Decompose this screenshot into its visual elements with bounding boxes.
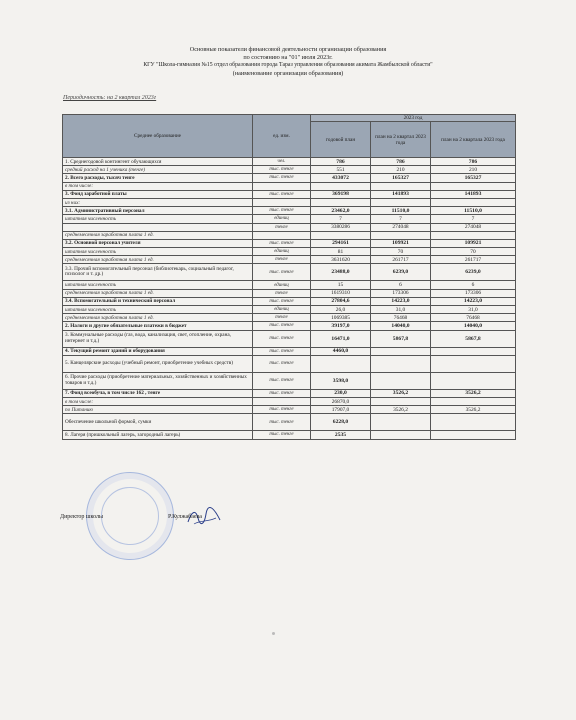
row-annual-plan: 3631620 xyxy=(311,256,371,264)
row-plan-q2: 6239,0 xyxy=(371,264,431,281)
table-row xyxy=(63,281,516,289)
row-plan-q2: 7 xyxy=(371,215,431,223)
table-row xyxy=(63,389,516,397)
row-plan-2q: 31,0 xyxy=(431,306,516,314)
row-plan-2q: 210 xyxy=(431,166,516,174)
doc-date-line: по состоянию на "01" июля 2023г. xyxy=(243,54,333,61)
table-row xyxy=(63,414,516,431)
table-row xyxy=(63,264,516,281)
table-row xyxy=(63,306,516,314)
row-annual-plan: 786 xyxy=(311,158,371,166)
row-unit: тыс. тенге xyxy=(253,190,311,198)
row-plan-q2: 3526,2 xyxy=(371,406,431,414)
row-plan-2q: 6239,0 xyxy=(431,264,516,281)
row-plan-q2 xyxy=(371,231,431,239)
row-label: 3.3. Прочий вспомогательный персонал (библиотекарь, социальный педагог, психолог и т. др.) xyxy=(63,264,253,281)
row-unit xyxy=(253,182,311,190)
row-plan-2q: 173306 xyxy=(431,289,516,297)
row-label: в том числе: xyxy=(63,182,253,190)
table-row xyxy=(63,397,516,405)
table-row xyxy=(63,231,516,239)
row-label: в том числе: xyxy=(63,397,253,405)
row-label: штатная численность xyxy=(63,248,253,256)
table-row xyxy=(63,182,516,190)
row-unit: тыс. тенге xyxy=(253,174,311,182)
row-annual-plan: 294161 xyxy=(311,239,371,247)
row-plan-2q: 786 xyxy=(431,158,516,166)
period-label: Периодичность: на 2 квартал 2023г xyxy=(63,95,157,101)
table-row xyxy=(63,215,516,223)
signature-title: Директор школы xyxy=(60,514,104,520)
row-annual-plan: 3598,0 xyxy=(311,372,371,389)
header-annual-plan: годовой план xyxy=(311,122,371,158)
row-label: среднемесячная заработная плата 1 ед. xyxy=(63,314,253,322)
row-annual-plan: 1069385 xyxy=(311,314,371,322)
row-label: 3.2. Основной персонал учителя xyxy=(63,239,253,247)
row-plan-q2: 31,0 xyxy=(371,306,431,314)
table-row xyxy=(63,355,516,372)
row-annual-plan: 17907,0 xyxy=(311,406,371,414)
row-annual-plan: 16471,0 xyxy=(311,330,371,347)
row-plan-q2 xyxy=(371,182,431,190)
header-name: Среднее образование xyxy=(63,115,253,158)
row-unit: тыс. тенге xyxy=(253,431,311,439)
row-plan-q2 xyxy=(371,414,431,431)
row-unit: единиц xyxy=(253,215,311,223)
row-unit xyxy=(253,198,311,206)
row-annual-plan: 369198 xyxy=(311,190,371,198)
row-plan-2q: 274048 xyxy=(431,223,516,231)
row-plan-2q: 141893 xyxy=(431,190,516,198)
row-plan-2q: 11510,0 xyxy=(431,207,516,215)
row-plan-2q: 3526,2 xyxy=(431,389,516,397)
row-plan-q2 xyxy=(371,431,431,439)
row-label xyxy=(63,223,253,231)
row-label: 3. Коммунальные расходы (газ, вода, канализация, свет, отопление, охрана, интернет и т.д.) xyxy=(63,330,253,347)
row-unit: единиц xyxy=(253,281,311,289)
row-plan-q2: 6 xyxy=(371,281,431,289)
row-unit xyxy=(253,231,311,239)
row-plan-2q xyxy=(431,198,516,206)
row-label: Обеспечение школьной формой, сумки xyxy=(63,414,253,431)
row-plan-2q xyxy=(431,355,516,372)
row-label: средний расход на 1 ученика (тенге) xyxy=(63,166,253,174)
table-row xyxy=(63,174,516,182)
row-annual-plan: 15 xyxy=(311,281,371,289)
row-annual-plan: 23462,0 xyxy=(311,207,371,215)
row-plan-2q xyxy=(431,231,516,239)
row-annual-plan: 39197,0 xyxy=(311,322,371,330)
row-plan-2q: 6 xyxy=(431,281,516,289)
row-annual-plan: 551 xyxy=(311,166,371,174)
row-annual-plan: 2535 xyxy=(311,431,371,439)
header-plan-q2: план на 2 квартал 2023 года xyxy=(371,122,431,158)
table-row xyxy=(63,372,516,389)
row-label: 6. Прочие расходы (приобретение материальных, хозяйственных и хозяйственных товаров и т.д.) xyxy=(63,372,253,389)
row-label: 5. Канцелярские расходы (учебный ремонт, приобретение учебных средств) xyxy=(63,355,253,372)
row-unit: тыс. тенге xyxy=(253,207,311,215)
signature-block xyxy=(60,514,202,520)
row-label: 2. Всего расходы, тысяч тенге xyxy=(63,174,253,182)
row-unit: тенге xyxy=(253,223,311,231)
row-unit: единиц xyxy=(253,248,311,256)
table-row xyxy=(63,190,516,198)
row-plan-2q xyxy=(431,397,516,405)
row-plan-2q: 14040,0 xyxy=(431,322,516,330)
row-label: среднемесячная заработная плата 1 ед. xyxy=(63,256,253,264)
table-row xyxy=(63,256,516,264)
row-plan-2q: 7 xyxy=(431,215,516,223)
row-annual-plan: 27804,6 xyxy=(311,297,371,305)
row-unit: тыс. тенге xyxy=(253,322,311,330)
row-plan-q2 xyxy=(371,198,431,206)
doc-organization: КГУ "Школа-гимназия №15 отдел образования города Тараз управления образования акимата Жамбылской области" xyxy=(143,62,433,68)
row-unit: тыс. тенге xyxy=(253,264,311,281)
row-annual-plan: 23488,0 xyxy=(311,264,371,281)
row-plan-q2 xyxy=(371,355,431,372)
row-plan-2q: 76468 xyxy=(431,314,516,322)
row-plan-q2: 173306 xyxy=(371,289,431,297)
row-label: 3.4. Вспомогательный и технический персонал xyxy=(63,297,253,305)
row-annual-plan: 6228,0 xyxy=(311,414,371,431)
row-unit: тыс. тенге xyxy=(253,355,311,372)
row-unit: тыс. тенге xyxy=(253,297,311,305)
row-plan-q2: 274048 xyxy=(371,223,431,231)
row-unit: тыс. тенге xyxy=(253,389,311,397)
row-annual-plan: 433072 xyxy=(311,174,371,182)
row-label: 8. Лагеря (пришкольный лагерь, загородный лагерь) xyxy=(63,431,253,439)
row-annual-plan xyxy=(311,355,371,372)
row-plan-2q xyxy=(431,347,516,355)
row-label: 4. Текущий ремонт зданий и оборудования xyxy=(63,347,253,355)
row-label: штатная численность xyxy=(63,306,253,314)
row-plan-2q: 3526,2 xyxy=(431,406,516,414)
row-label: среднемесячная заработная плата 1 ед. xyxy=(63,231,253,239)
row-annual-plan xyxy=(311,198,371,206)
row-plan-q2: 165327 xyxy=(371,174,431,182)
row-plan-2q xyxy=(431,431,516,439)
row-annual-plan xyxy=(311,231,371,239)
row-annual-plan: 26,0 xyxy=(311,306,371,314)
table-row xyxy=(63,289,516,297)
row-unit: тыс. тенге xyxy=(253,406,311,414)
row-unit: тыс. тенге xyxy=(253,330,311,347)
page-mark xyxy=(272,632,275,635)
row-plan-q2: 76468 xyxy=(371,314,431,322)
row-annual-plan: 26870,0 xyxy=(311,397,371,405)
header-plan-2q: план на 2 квартала 2023 года xyxy=(431,122,516,158)
row-plan-2q: 14223,0 xyxy=(431,297,516,305)
row-annual-plan: 81 xyxy=(311,248,371,256)
row-plan-2q: 165327 xyxy=(431,174,516,182)
table-row xyxy=(63,166,516,174)
row-label: по Питанию xyxy=(63,406,253,414)
row-plan-q2: 109921 xyxy=(371,239,431,247)
row-unit: тыс. тенге xyxy=(253,166,311,174)
row-label: среднемесячная заработная плата 1 ед. xyxy=(63,289,253,297)
row-annual-plan xyxy=(311,182,371,190)
table-row xyxy=(63,297,516,305)
row-plan-2q: 109921 xyxy=(431,239,516,247)
row-plan-q2: 11510,0 xyxy=(371,207,431,215)
row-label: 7. Фонд всеобуча, в том числе 162 , тенге xyxy=(63,389,253,397)
row-plan-q2: 14040,0 xyxy=(371,322,431,330)
row-plan-q2: 70 xyxy=(371,248,431,256)
row-plan-q2: 3526,2 xyxy=(371,389,431,397)
table-row xyxy=(63,198,516,206)
row-annual-plan: 4460,0 xyxy=(311,347,371,355)
row-plan-2q xyxy=(431,372,516,389)
table-row xyxy=(63,248,516,256)
row-unit: тенге xyxy=(253,314,311,322)
row-label: штатная численность xyxy=(63,215,253,223)
row-unit: чел. xyxy=(253,158,311,166)
row-annual-plan: 230,0 xyxy=(311,389,371,397)
row-plan-q2 xyxy=(371,397,431,405)
header-unit: ед. изм. xyxy=(253,115,311,158)
table-row xyxy=(63,158,516,166)
row-unit xyxy=(253,397,311,405)
row-plan-q2: 5867,8 xyxy=(371,330,431,347)
table-row xyxy=(63,431,516,439)
row-unit: тыс. тенге xyxy=(253,239,311,247)
table-row xyxy=(63,322,516,330)
row-plan-2q xyxy=(431,414,516,431)
financial-table xyxy=(62,114,516,440)
doc-organization-caption: (наименование организации образования) xyxy=(232,70,344,77)
table-row xyxy=(63,207,516,215)
table-body xyxy=(63,158,516,440)
row-plan-2q: 70 xyxy=(431,248,516,256)
row-plan-q2: 210 xyxy=(371,166,431,174)
table-row xyxy=(63,406,516,414)
row-unit: тыс. тенге xyxy=(253,347,311,355)
row-unit: тыс. тенге xyxy=(253,372,311,389)
row-annual-plan: 1619310 xyxy=(311,289,371,297)
row-plan-q2: 14223,0 xyxy=(371,297,431,305)
table-row xyxy=(63,239,516,247)
table-row xyxy=(63,347,516,355)
header-year: 2023 год xyxy=(311,115,516,122)
row-label: 3.1. Административный персонал xyxy=(63,207,253,215)
row-plan-q2 xyxy=(371,347,431,355)
row-label: 1. Среднегодовой контингент обучающихся xyxy=(63,158,253,166)
row-plan-q2: 786 xyxy=(371,158,431,166)
table-row xyxy=(63,223,516,231)
row-plan-q2 xyxy=(371,372,431,389)
table-row xyxy=(63,330,516,347)
row-plan-q2: 261717 xyxy=(371,256,431,264)
row-unit: единиц xyxy=(253,306,311,314)
row-plan-q2: 141893 xyxy=(371,190,431,198)
row-unit: тенге xyxy=(253,289,311,297)
row-annual-plan: 7 xyxy=(311,215,371,223)
row-label: 2. Налоги и другие обязательные платежи в бюджет xyxy=(63,322,253,330)
row-unit: тенге xyxy=(253,256,311,264)
row-unit: тыс. тенге xyxy=(253,414,311,431)
row-plan-2q: 261717 xyxy=(431,256,516,264)
row-plan-2q xyxy=(431,182,516,190)
signature-name: Р.Кулжабаева xyxy=(168,514,202,520)
doc-title: Основные показатели финансовой деятельности организации образования xyxy=(189,46,387,53)
row-label: из них: xyxy=(63,198,253,206)
row-label: штатная численность xyxy=(63,281,253,289)
row-plan-2q: 5867,8 xyxy=(431,330,516,347)
row-label: 3. Фонд заработной платы xyxy=(63,190,253,198)
row-annual-plan: 3380286 xyxy=(311,223,371,231)
table-row xyxy=(63,314,516,322)
